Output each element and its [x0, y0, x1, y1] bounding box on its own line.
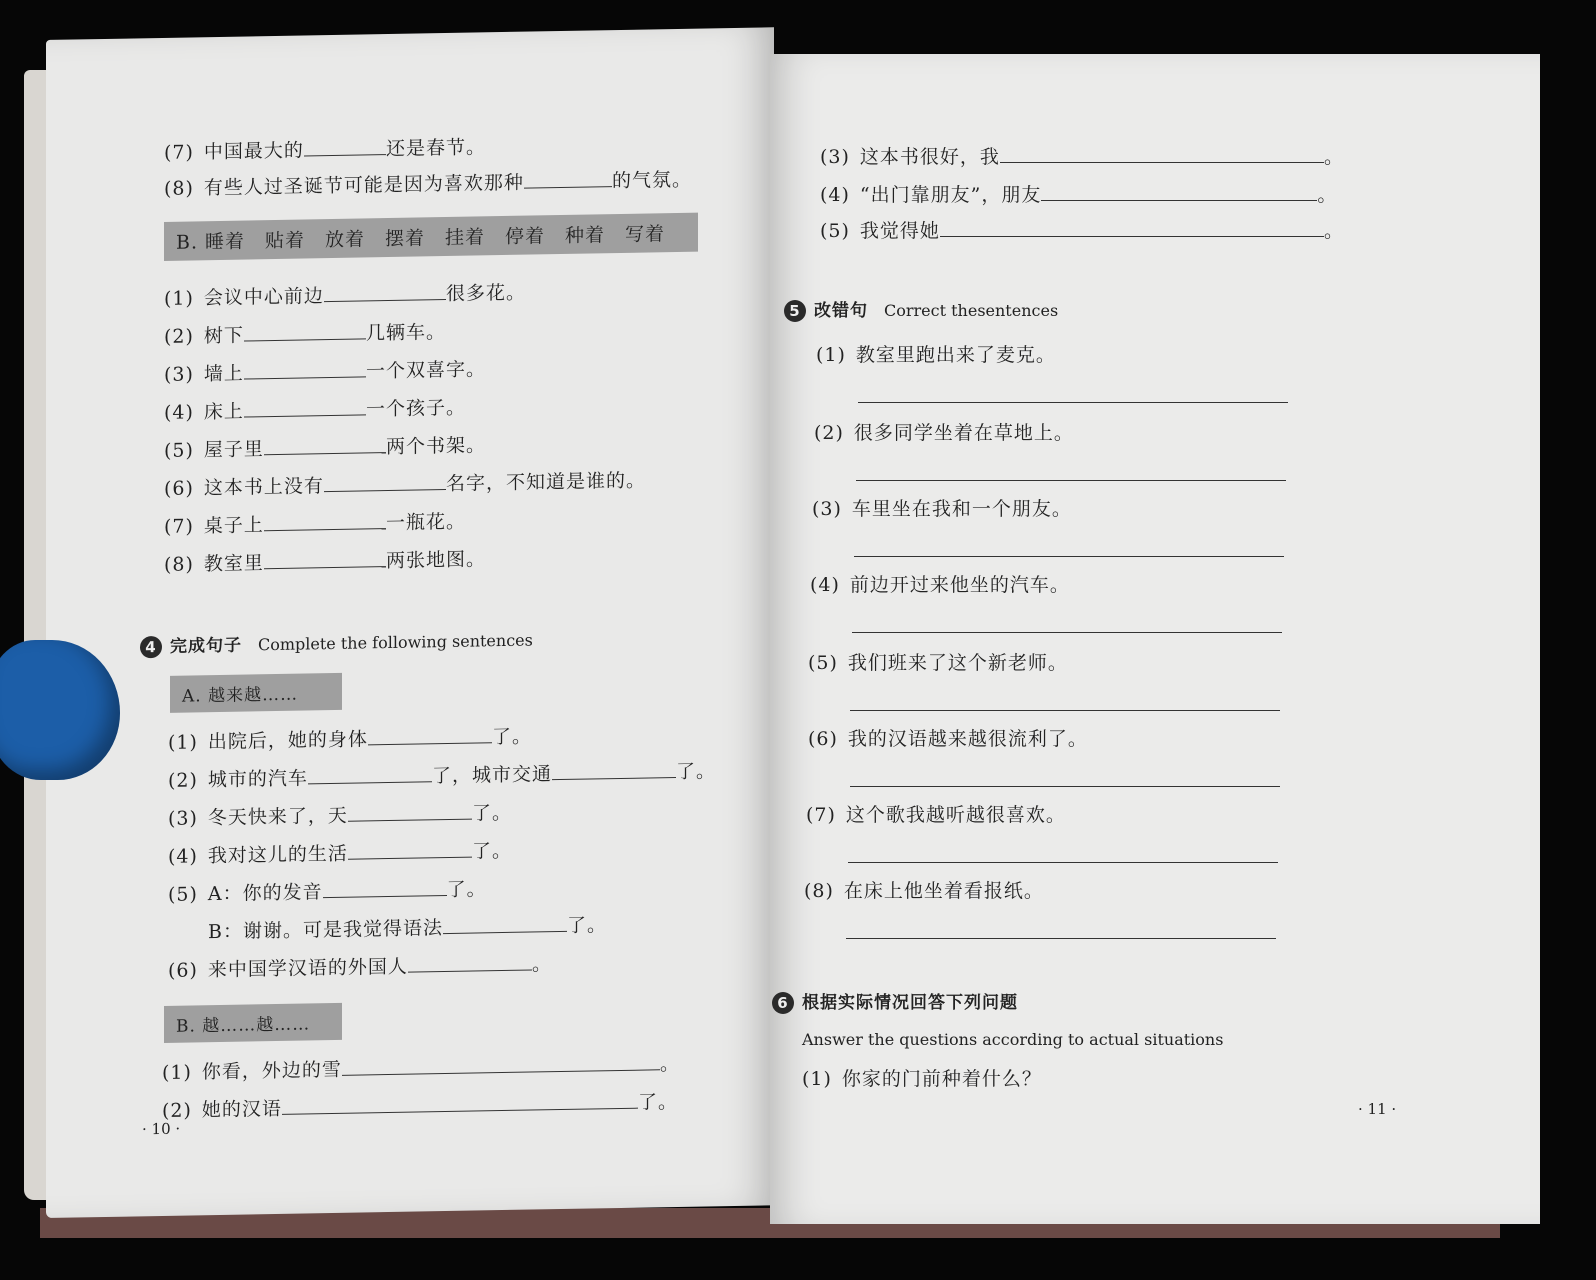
- exercise-item: [168, 798, 512, 831]
- item-text: 这本书上没有: [203, 475, 324, 500]
- item-text: 树下: [203, 324, 244, 348]
- item-text: 。: [1317, 184, 1338, 206]
- item-number: (3): [168, 807, 198, 830]
- word-bank-b: B. 睡着 贴着 放着 摆着 挂着 停着 种着 写着: [164, 213, 698, 261]
- correction-item: [812, 494, 1072, 521]
- item-text: 。: [1323, 220, 1344, 242]
- item-text: 这本书很好，我: [859, 146, 1000, 168]
- answer-line[interactable]: [846, 938, 1276, 939]
- sub-b-label: B. 越……越……: [164, 1003, 342, 1043]
- item-text: 墙上: [203, 362, 244, 386]
- correction-item: [804, 876, 1044, 903]
- fill-blank[interactable]: [368, 741, 492, 745]
- item-text: 你看，外边的雪: [201, 1058, 342, 1084]
- item-number: (1): [802, 1068, 832, 1090]
- exercise-item: [208, 910, 607, 944]
- item-text: B：谢谢。可是我觉得语法: [208, 917, 443, 944]
- item-text: 两张地图。: [385, 548, 486, 573]
- item-number: (6): [164, 477, 194, 500]
- item-text: 中国最大的: [203, 139, 304, 164]
- item-text: 我对这儿的生活: [207, 842, 348, 868]
- item-text: 冬天快来了，天: [207, 804, 348, 830]
- item-text: 很多花。: [445, 281, 526, 306]
- fill-blank[interactable]: [282, 1107, 638, 1115]
- item-number: (2): [164, 325, 194, 348]
- item-number: (5): [168, 883, 198, 906]
- item-text: 车里坐在我和一个朋友。: [851, 498, 1072, 520]
- item-text: 。: [531, 953, 552, 976]
- exercise-item: [168, 756, 716, 793]
- section-title-cn: 改错句: [814, 301, 868, 321]
- section-title-en: Complete the following sentences: [258, 630, 533, 655]
- section-number-badge: 5: [784, 300, 806, 322]
- item-text: 了。: [566, 914, 607, 937]
- item-number: (4): [810, 574, 840, 596]
- exercise-item: [168, 722, 532, 755]
- item-number: (7): [164, 515, 194, 538]
- item-number: (8): [164, 553, 194, 576]
- item-number: (4): [820, 184, 850, 206]
- item-number: (6): [808, 728, 838, 750]
- item-text: 一个双喜字。: [365, 358, 486, 383]
- exercise-item: [162, 1049, 680, 1085]
- item-text: 。: [1323, 146, 1344, 168]
- exercise-item: [164, 466, 646, 501]
- item-text: 我觉得她: [859, 220, 940, 242]
- correction-item: [808, 724, 1088, 751]
- question-item: [802, 1064, 1042, 1091]
- section-6-subtitle: [802, 1028, 1223, 1050]
- item-number: (1): [162, 1061, 192, 1084]
- item-number: (4): [168, 845, 198, 868]
- exercise-item: [164, 165, 692, 201]
- exercise-item: [162, 1087, 678, 1123]
- answer-line[interactable]: [852, 632, 1282, 633]
- item-text: A：你的发音: [207, 881, 323, 906]
- fill-blank[interactable]: [408, 969, 532, 973]
- answer-line[interactable]: [856, 480, 1286, 481]
- item-text: 了。: [471, 839, 512, 863]
- fill-blank[interactable]: [323, 894, 447, 898]
- exercise-item: [168, 949, 552, 983]
- item-number: (3): [820, 146, 850, 168]
- item-number: (3): [812, 498, 842, 520]
- fill-blank[interactable]: [304, 153, 386, 156]
- section-6-heading: [772, 988, 1034, 1014]
- fill-blank[interactable]: [1000, 161, 1324, 163]
- item-text: 教室里跑出来了麦克。: [855, 344, 1056, 366]
- item-number: (2): [162, 1099, 192, 1122]
- item-text: 几辆车。: [365, 321, 446, 345]
- item-text: 还是春节。: [385, 136, 486, 161]
- fill-blank[interactable]: [244, 375, 366, 379]
- item-text: 屋子里: [203, 438, 264, 462]
- item-number: (4): [164, 401, 194, 424]
- left-page: [46, 27, 774, 1218]
- item-number: (5): [820, 220, 850, 242]
- exercise-item: [164, 507, 466, 539]
- section-title-cn: 根据实际情况回答下列问题: [802, 993, 1018, 1013]
- exercise-item: [820, 142, 1344, 169]
- item-text: 名字，不知道是谁的。: [445, 469, 646, 496]
- item-text: 这个歌我越听越很喜欢。: [845, 804, 1066, 826]
- item-text: 了。: [491, 725, 532, 749]
- fill-blank[interactable]: [1041, 199, 1317, 201]
- item-number: (6): [168, 959, 198, 982]
- fill-blank[interactable]: [524, 185, 612, 189]
- item-number: (7): [164, 141, 194, 164]
- exercise-item: [164, 393, 466, 425]
- exercise-item: [164, 278, 526, 311]
- item-text: “出门靠朋友”，朋友: [859, 184, 1042, 206]
- item-text: 。: [659, 1052, 680, 1076]
- fill-blank[interactable]: [348, 856, 472, 860]
- item-text: 来中国学汉语的外国人: [207, 955, 408, 982]
- fill-blank[interactable]: [552, 776, 676, 780]
- page-number: · 10 ·: [142, 1119, 181, 1139]
- exercise-item: [164, 132, 486, 165]
- item-number: (5): [164, 439, 194, 462]
- page-number: · 11 ·: [1358, 1100, 1397, 1118]
- exercise-item: [164, 544, 486, 577]
- item-text: 会议中心前边: [203, 285, 324, 310]
- item-text: 床上: [203, 400, 244, 424]
- section-number-badge: 4: [140, 636, 162, 658]
- item-text: 我的汉语越来越很流利了。: [847, 728, 1088, 750]
- fill-blank[interactable]: [244, 337, 366, 341]
- item-number: (2): [814, 422, 844, 444]
- fill-blank[interactable]: [324, 298, 446, 302]
- fill-blank[interactable]: [264, 565, 386, 569]
- fill-blank[interactable]: [264, 527, 386, 531]
- fill-blank[interactable]: [342, 1068, 660, 1076]
- correction-item: [810, 570, 1070, 597]
- item-number: (3): [164, 363, 194, 386]
- correction-item: [814, 418, 1074, 445]
- item-text: 有些人过圣诞节可能是因为喜欢那种: [203, 171, 524, 200]
- answer-line[interactable]: [854, 556, 1284, 557]
- right-page: [770, 54, 1540, 1224]
- correction-item: [806, 800, 1066, 827]
- item-text: 一瓶花。: [385, 510, 466, 535]
- section-title-cn: 完成句子: [170, 635, 242, 657]
- item-text: 桌子上: [203, 514, 264, 538]
- item-number: (5): [808, 652, 838, 674]
- correction-item: [816, 340, 1056, 367]
- fill-blank[interactable]: [244, 413, 366, 417]
- exercise-item: [164, 430, 486, 463]
- item-text: 了。: [471, 801, 512, 825]
- item-text: 了。: [446, 878, 487, 902]
- section-5-heading: [784, 296, 1058, 322]
- fill-blank[interactable]: [348, 818, 472, 822]
- item-text: 了。: [637, 1090, 678, 1114]
- item-text: 前边开过来他坐的汽车。: [849, 574, 1070, 596]
- sub-a-label: A. 越来越……: [170, 673, 342, 713]
- section-4-heading: [140, 626, 533, 659]
- fill-blank[interactable]: [443, 930, 567, 934]
- item-text: 我们班来了这个新老师。: [847, 652, 1068, 674]
- fill-blank[interactable]: [308, 780, 432, 784]
- exercise-item: [168, 836, 512, 869]
- item-number: (8): [804, 880, 834, 902]
- fill-blank[interactable]: [264, 451, 386, 455]
- correction-item: [808, 648, 1068, 675]
- exercise-item: [820, 216, 1344, 243]
- item-text: 很多同学坐着在草地上。: [853, 422, 1074, 444]
- exercise-item: [164, 317, 446, 349]
- exercise-item: [168, 874, 487, 907]
- item-number: (1): [816, 344, 846, 366]
- item-text: 城市的汽车: [207, 767, 308, 792]
- fill-blank[interactable]: [324, 488, 446, 492]
- section-number-badge: 6: [772, 992, 794, 1014]
- item-text: 她的汉语: [201, 1097, 282, 1122]
- item-text: 两个书架。: [385, 434, 486, 459]
- section-title-en: Answer the questions according to actual situations: [802, 1030, 1224, 1049]
- item-text: 出院后，她的身体: [207, 728, 368, 754]
- item-number: (1): [168, 731, 198, 754]
- fill-blank[interactable]: [940, 235, 1324, 237]
- item-number: (8): [164, 177, 194, 200]
- exercise-item: [164, 354, 486, 387]
- item-text: 的气氛。: [611, 168, 692, 193]
- answer-line[interactable]: [848, 862, 1278, 863]
- item-text: 你家的门前种着什么？: [841, 1068, 1042, 1090]
- section-title-en: Correct thesentences: [884, 301, 1059, 320]
- item-text: 教室里: [203, 552, 264, 576]
- item-number: (7): [806, 804, 836, 826]
- item-text: 一个孩子。: [365, 396, 466, 421]
- item-text: 了，城市交通: [431, 763, 552, 788]
- exercise-item: [820, 180, 1337, 207]
- item-text: 了。: [675, 760, 716, 784]
- item-number: (2): [168, 769, 198, 792]
- answer-line[interactable]: [850, 710, 1280, 711]
- item-number: (1): [164, 287, 194, 310]
- answer-line[interactable]: [858, 402, 1288, 403]
- item-text: 在床上他坐着看报纸。: [843, 880, 1044, 902]
- answer-line[interactable]: [850, 786, 1280, 787]
